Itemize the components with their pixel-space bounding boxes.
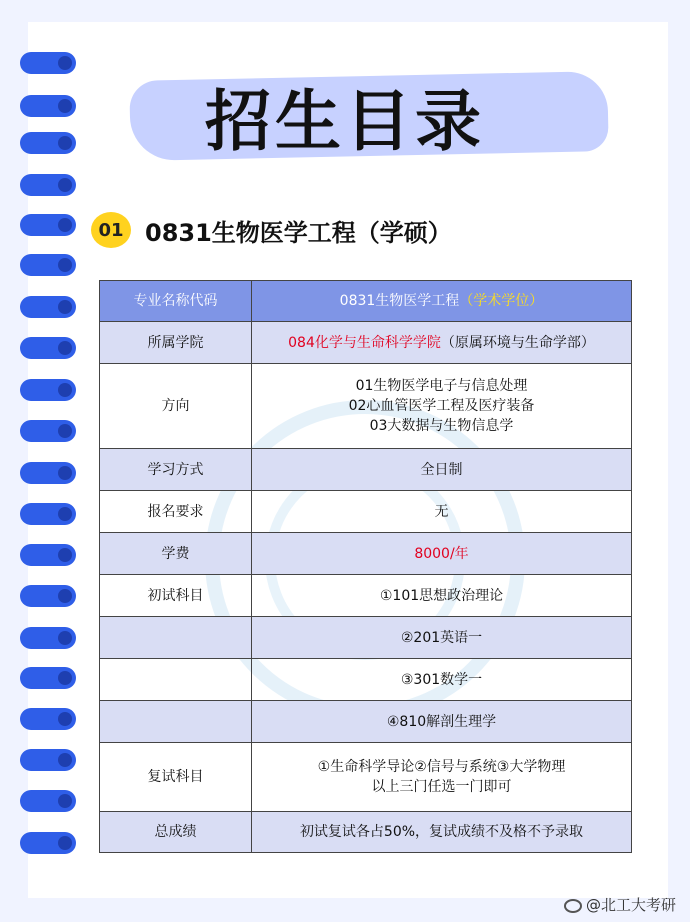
row-label-empty <box>100 701 252 743</box>
table-row <box>100 617 632 659</box>
table-row <box>100 322 632 364</box>
binder-ring <box>20 337 76 359</box>
binder-ring <box>20 544 76 566</box>
table-row <box>100 491 632 533</box>
row-label-empty <box>100 617 252 659</box>
footer-text: @北工大考研 <box>585 896 676 914</box>
table-row <box>100 812 632 853</box>
row-value: 初试复试各占50%，复试成绩不及格不予录取 <box>252 812 632 853</box>
table-row <box>100 533 632 575</box>
binder-ring <box>20 627 76 649</box>
binder-ring <box>20 462 76 484</box>
table-row <box>100 743 632 812</box>
row-label: 学费 <box>100 533 252 575</box>
direction-item: 02心血管医学工程及医疗装备 <box>348 398 535 414</box>
section-number-badge: 01 <box>91 212 131 248</box>
retest-subjects: ①生命科学导论②信号与系统③大学物理 <box>317 759 566 775</box>
row-value: 无 <box>252 491 632 533</box>
row-value <box>252 364 632 449</box>
admission-table <box>99 280 632 853</box>
direction-item: 03大数据与生物信息学 <box>369 418 514 434</box>
exam-subject: ③301数学一 <box>252 659 632 701</box>
exam-subject: ②201英语一 <box>252 617 632 659</box>
exam-subject: ④810解剖生理学 <box>252 701 632 743</box>
row-label: 方向 <box>100 364 252 449</box>
section-title: 0831生物医学工程（学硕） <box>145 219 452 247</box>
binder-ring <box>20 174 76 196</box>
row-label: 专业名称代码 <box>100 281 252 322</box>
college-note: （原属环境与生命学部） <box>440 334 595 351</box>
binder-ring <box>20 708 76 730</box>
degree-type-tag: （学术学位） <box>459 293 544 309</box>
row-value: 全日制 <box>252 449 632 491</box>
binder-ring <box>20 749 76 771</box>
major-code: 0831生物医学工程 <box>339 293 460 309</box>
row-value: 8000/年 <box>252 533 632 575</box>
binder-ring <box>20 832 76 854</box>
row-label: 总成绩 <box>100 812 252 853</box>
binder-ring <box>20 667 76 689</box>
row-label: 学习方式 <box>100 449 252 491</box>
row-value <box>252 322 632 364</box>
table-row <box>100 364 632 449</box>
footer-credit <box>564 894 676 915</box>
exam-subject: ①101思想政治理论 <box>252 575 632 617</box>
college-name: 084化学与生命科学学院 <box>288 334 441 351</box>
row-value <box>252 281 632 322</box>
binder-ring <box>20 254 76 276</box>
row-label: 报名要求 <box>100 491 252 533</box>
binder-ring <box>20 296 76 318</box>
row-value <box>252 743 632 812</box>
binder-ring <box>20 503 76 525</box>
binder-ring <box>20 214 76 236</box>
binder-ring <box>20 379 76 401</box>
binder-ring <box>20 790 76 812</box>
binder-ring <box>20 420 76 442</box>
table-row <box>100 659 632 701</box>
table-row <box>100 281 632 322</box>
page-title: 招生目录 <box>205 83 485 160</box>
table-row <box>100 449 632 491</box>
row-label: 所属学院 <box>100 322 252 364</box>
binder-ring <box>20 585 76 607</box>
retest-note: 以上三门任选一门即可 <box>371 779 512 795</box>
table-row <box>100 575 632 617</box>
row-label: 初试科目 <box>100 575 252 617</box>
table-row <box>100 701 632 743</box>
weibo-icon <box>564 899 582 913</box>
row-label-empty <box>100 659 252 701</box>
direction-item: 01生物医学电子与信息处理 <box>355 378 528 394</box>
row-label: 复试科目 <box>100 743 252 812</box>
